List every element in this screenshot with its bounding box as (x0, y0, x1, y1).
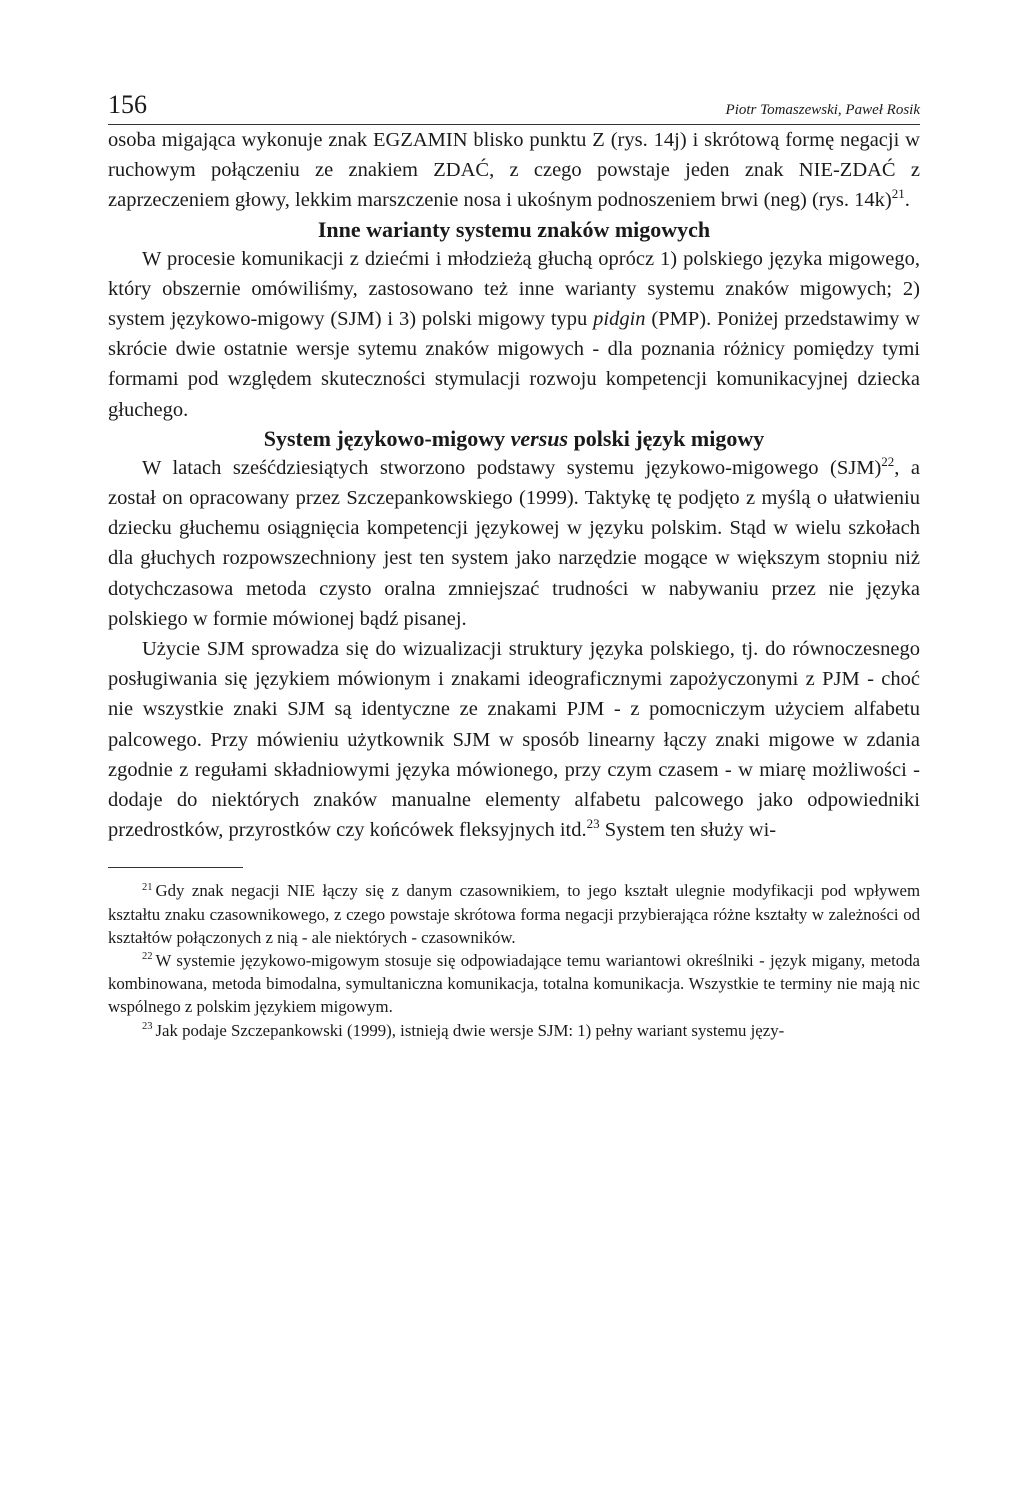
section2-paragraph-2 (108, 634, 920, 845)
heading2-before: System językowo-migowy (263, 425, 511, 451)
intro-text: osoba migająca wykonuje znak EGZAMIN blisko punktu Z (rys. 14j) i skrótową formę negacji w ruchowym połączeniu ze znakiem ZDAĆ, z czego powstaje jeden znak NIE-ZDAĆ z zaprzeczeniem głowy, lekkim marszczenie nosa i ukośnym podnoszeniem brwi (neg) (rys. 14k) (108, 129, 920, 212)
section2-p1-text-before: W latach sześćdziesiątych stworzono podstawy systemu językowo-migowego (SJM) (142, 456, 882, 479)
footnote-ref-23: 23 (586, 816, 600, 832)
section2-paragraph-1 (108, 453, 920, 634)
section1-paragraph (108, 244, 920, 425)
page-number: 156 (108, 90, 147, 119)
heading2-after: polski język migowy (568, 425, 765, 451)
footnote-number: 23 (142, 1021, 153, 1033)
section-heading-sjm-versus-pjm (108, 425, 920, 453)
section1-text-before: W procesie komunikacji z dziećmi i młodzieżą głuchą oprócz 1) polskiego języka migowego, który obszernie omówiliśmy, zastosowano też inne warianty systemu znaków migowych; 2) system językowo-migowy (SJM) i 3) polski migowy typu (108, 247, 920, 331)
footnote-23 (108, 1019, 920, 1042)
book-page (108, 90, 920, 1042)
main-text (108, 125, 920, 845)
section2-p2-text-after: System ten służy wi- (599, 819, 777, 842)
footnote-number: 22 (142, 951, 153, 963)
footnote-ref-21: 21 (891, 186, 905, 202)
footnote-number: 21 (142, 881, 153, 893)
footnote-ref-22: 22 (881, 454, 895, 469)
footnote-22 (108, 949, 920, 1019)
footnote-text: Jak podaje Szczepankowski (1999), istnieją dwie wersje SJM: 1) pełny wariant systemu języ- (155, 1020, 785, 1040)
section2-p1-text-after: , a został on opracowany przez Szczepankowskiego (1999). Taktykę tę podjęto z myślą o ułatwieniu dziecku głuchemu osiągnięcia kompetencji językowej w języku polskim. Stąd w wielu szkołach dla głuchych rozpowszechniony jest ten system jako narzędzie mogące w większym stopniu niż dotychczasowa metoda czysto oralna zmniejszać trudności w nabywaniu przez nie języka polskiego w formie mówionej bądź pisanej. (108, 456, 920, 630)
running-head: Piotr Tomaszewski, Paweł Rosik (725, 102, 920, 118)
footnote-text: W systemie językowo-migowym stosuje się odpowiadające temu wariantowi określniki - język migany, metoda kombinowana, metoda bimodalna, symultaniczna komunikacja, totalna komunikacja. Wszystkie te terminy nie mają nic wspólnego z polskim językiem migowym. (108, 951, 920, 1017)
section2-p2-text-before: Użycie SJM sprowadza się do wizualizacji struktury języka polskiego, tj. do równoczesnego posługiwania się językiem mówionym i znakami ideograficznymi zapożyczonymi z PJM - choć nie wszystkie znaki SJM są identyczne ze znakami PJM - z pomocniczym użyciem alfabetu palcowego. Przy mówieniu użytkownik SJM w sposób linearny łączy znaki migowe w zdania zgodnie z regułami składniowymi języka mówionego, przy czym czasem - w miarę możliwości - dodaje do niektórych znaków manualne elementy alfabetu palcowego jako odpowiedniki przedrostków, przyrostków czy końcówek fleksyjnych itd. (108, 638, 920, 842)
section1-text-after: (PMP). Poniżej przedstawimy w skrócie dwie ostatnie wersje sytemu znaków migowych - dla poznania różnicy pomiędzy tymi formami pod względem skuteczności stymulacji rozwoju kompetencji komunikacyjnej dziecka głuchego. (108, 308, 920, 421)
footnote-21 (108, 879, 920, 949)
heading2-italic: versus (510, 425, 569, 451)
page-header (108, 90, 920, 125)
section1-italic-term: pidgin (593, 308, 646, 331)
footnotes (108, 879, 920, 1041)
footnote-separator (108, 867, 243, 868)
section-heading-inne-warianty: Inne warianty systemu znaków migowych (317, 216, 711, 242)
intro-paragraph (108, 125, 920, 216)
footnote-text: Gdy znak negacji NIE łączy się z danym czasownikiem, to jego kształt ulegnie modyfikacji pod wpływem kształtu znaku czasownikowego, z czego powstaje skrótowa forma negacji przybierająca różne kształty w zależności od kształtów połączonych z nią - ale niektórych - czasowników. (108, 881, 920, 947)
intro-tail: . (904, 189, 910, 212)
